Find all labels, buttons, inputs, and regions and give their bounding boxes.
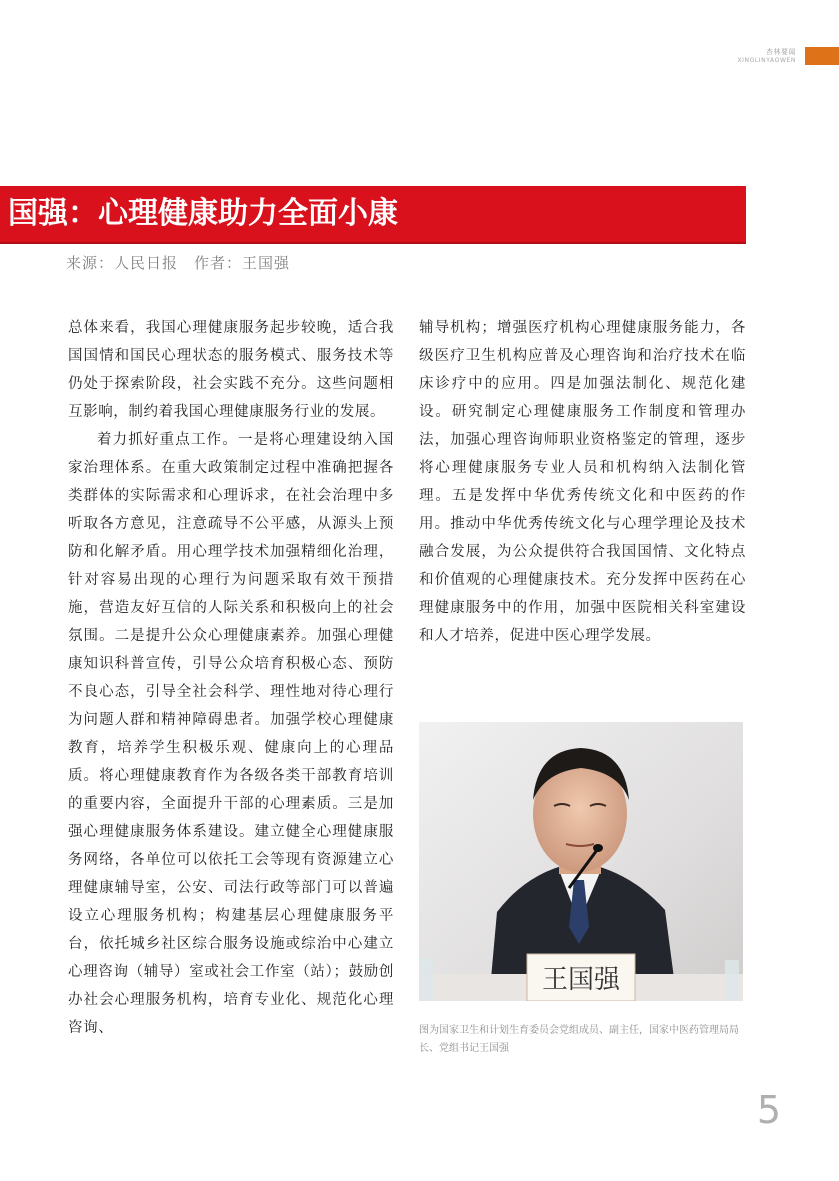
article-column-left (68, 314, 394, 1042)
byline (66, 252, 290, 273)
page-number: 5 (756, 1088, 781, 1132)
nameplate-text: 王国强 (541, 965, 621, 995)
photo-caption: 图为国家卫生和计划生育委员会党组成员、副主任，国家中医药管理局局长、党组书记王国强 (419, 1025, 739, 1054)
paragraph: 着力抓好重点工作。一是将心理建设纳入国家治理体系。在重大政策制定过程中准确把握各类群体的实际需求和心理诉求，在社会治理中多听取各方意见，注意疏导不公平感，从源头上预防和化解矛盾。用心理学技术加强精细化治理，针对容易出现的心理行为问题采取有效干预措施，营造友好互信的人际关系和积极向上的社会氛围。二是提升公众心理健康素养。加强心理健康知识科普宣传，引导公众培育积极心态、预防不良心态，引导全社会科学、理性地对待心理行为问题人群和精神障碍患者。加强学校心理健康教育，培养学生积极乐观、健康向上的心理品质。将心理健康教育作为各级各类干部教育培训的重要内容，全面提升干部的心理素质。三是加强心理健康服务体系建设。建立健全心理健康服务网络，各单位可以依托工会等现有资源建立心理健康辅导室，公安、司法行政等部门可以普遍设立心理服务机构；构建基层心理健康服务平台，依托城乡社区综合服务设施或综治中心建立心理咨询（辅导）室或社会工作室（站）；鼓励创办社会心理服务机构，培育专业化、规范化心理咨询、 (68, 432, 394, 1036)
section-pinyin: XINGLINYAOWEN (737, 57, 796, 64)
author-label: 作者：王国强 (194, 254, 291, 272)
title-bar (0, 186, 746, 242)
speaker-photo (419, 722, 743, 1001)
speaker-illustration (419, 722, 743, 1001)
paragraph: 辅导机构；增强医疗机构心理健康服务能力，各级医疗卫生机构应普及心理咨询和治疗技术在临床诊疗中的应用。四是加强法制化、规范化建设。研究制定心理健康服务工作制度和管理办法，加强心理咨询师职业资格鉴定的管理，逐步将心理健康服务专业人员和机构纳入法制化管理。五是发挥中华优秀传统文化和中医药的作用。推动中华优秀传统文化与心理学理论及技术融合发展，为公众提供符合我国国情、文化特点和价值观的心理健康技术。充分发挥中医药在心理健康服务中的作用，加强中医院相关科室建设和人才培养，促进中医心理学发展。 (419, 320, 746, 644)
section-accent-block (805, 47, 839, 65)
article-title: 国强：心理健康助力全面小康 (8, 196, 398, 231)
paragraph: 总体来看，我国心理健康服务起步较晚，适合我国国情和国民心理状态的服务模式、服务技术等仍处于探索阶段，社会实践不充分。这些问题相互影响，制约着我国心理健康服务行业的发展。 (68, 320, 394, 420)
section-name: 杏林要闻 (766, 48, 796, 56)
source-label: 来源：人民日报 (66, 254, 179, 272)
article-column-right (419, 314, 746, 650)
